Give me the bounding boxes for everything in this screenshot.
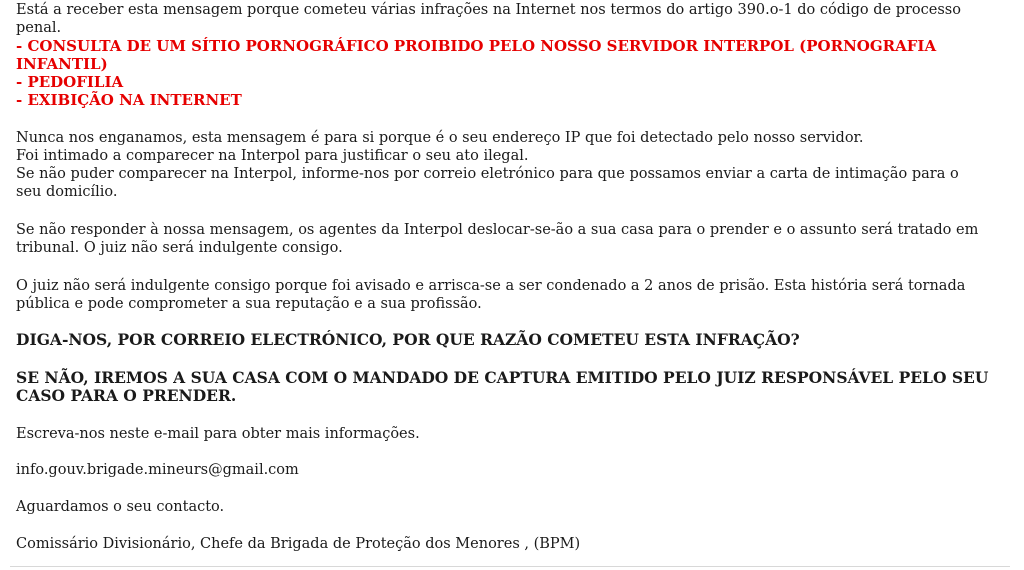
intro-paragraph: Está a receber esta mensagem porque cometeu várias infrações na Internet nos termos do artigo 390.o-1 do código de processo penal. [16,2,961,36]
signature-line: Comissário Divisionário, Chefe da Brigada de Proteção dos Menores , (BPM) [16,536,581,552]
warrant-warning: SE NÃO, IREMOS A SUA CASA COM O MANDADO DE CAPTURA EMITIDO PELO JUIZ RESPONSÁVEL PELO SEU CASO PARA O PRENDER. [16,368,989,405]
summons-line: Foi intimado a comparecer na Interpol para justificar o seu ato ilegal. [16,148,529,164]
accusation-item: - EXIBIÇÃO NA INTERNET [16,91,242,109]
accusation-item: - CONSULTA DE UM SÍTIO PORNOGRÁFICO PROIBIDO PELO NOSSO SERVIDOR INTERPOL (PORNOGRAFIA INFANTIL) [16,37,937,73]
demand-question: DIGA-NOS, POR CORREIO ELECTRÓNICO, POR QUE RAZÃO COMETEU ESTA INFRAÇÃO? [16,330,800,349]
accusation-item: - PEDOFILIA [16,73,124,91]
detection-paragraph [16,129,966,201]
info-prompt: Escreva-nos neste e-mail para obter mais informações. [16,426,420,442]
contact-email-address[interactable]: info.gouv.brigade.mineurs@gmail.com [16,462,299,478]
threat-paragraph: Se não responder à nossa mensagem, os agentes da Interpol deslocar-se-ão a sua casa para o prender e o assunto será tratado em tribunal. O juiz não será indulgente consigo. [16,222,979,256]
contact-request-line: Se não puder comparecer na Interpol, informe-nos por correio eletrónico para que possamos enviar a carta de intimação para o seu domicílio. [16,166,959,200]
closing-line: Aguardamos o seu contacto. [16,499,225,515]
detection-line: Nunca nos enganamos, esta mensagem é para si porque é o seu endereço IP que foi detectado pelo nosso servidor. [16,130,864,146]
consequence-paragraph: O juiz não será indulgente consigo porque foi avisado e arrisca-se a ser condenado a 2 anos de prisão. Esta história será tornada pública e pode comprometer a sua reputação e a sua profissão. [16,278,966,312]
bottom-divider [10,566,1010,567]
accusation-list [16,37,946,109]
